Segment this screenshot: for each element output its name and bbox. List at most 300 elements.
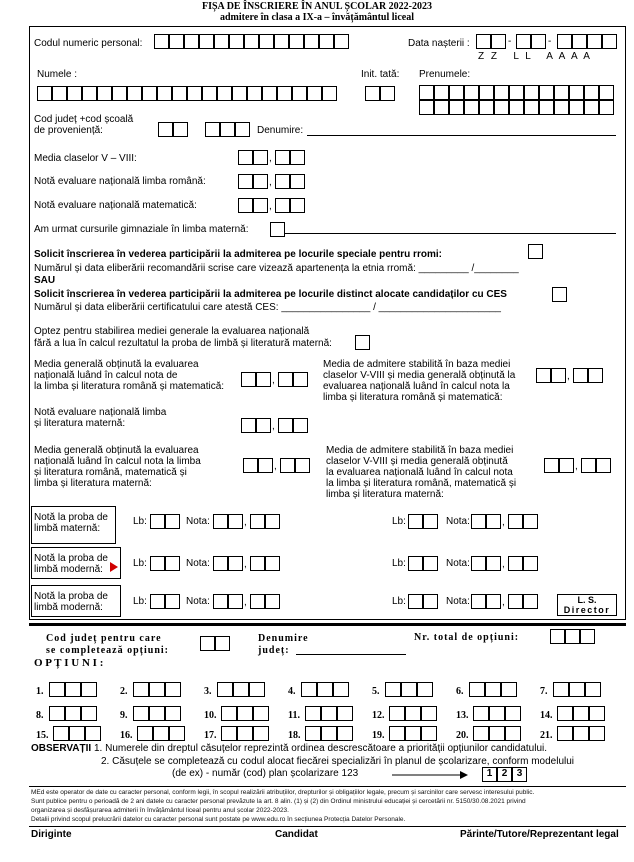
name-box-19[interactable] xyxy=(307,86,322,101)
name-box-5[interactable] xyxy=(97,86,112,101)
media-admitere-2-int-1[interactable] xyxy=(544,458,559,473)
probe-materna-grade-left-dec-2[interactable] xyxy=(265,514,280,529)
firstname-box-9[interactable] xyxy=(539,85,554,100)
cnp-box-4[interactable] xyxy=(199,34,214,49)
name-box-4[interactable] xyxy=(82,86,97,101)
name-box-9[interactable] xyxy=(157,86,172,101)
nota-romana-dec-1[interactable] xyxy=(275,174,290,189)
name-box-14[interactable] xyxy=(232,86,247,101)
option-4-box-2[interactable] xyxy=(317,682,333,697)
probe-materna-lang-left-1[interactable] xyxy=(150,514,165,529)
school-box-1[interactable] xyxy=(205,122,220,137)
probe-materna-grade-right-int-2[interactable] xyxy=(486,514,501,529)
option-number-1: 1. xyxy=(36,686,44,697)
probe-moderna2-lang-left-2[interactable] xyxy=(165,594,180,609)
observatii-2: 2. Căsuțele se completează cu codul alocat fiecărei specializări în planul de școlarizare, conform modelului xyxy=(101,756,575,767)
option-15-box-3[interactable] xyxy=(85,726,101,741)
total-box-2[interactable] xyxy=(565,629,580,644)
ls-label: L. S. xyxy=(577,595,597,605)
optez-line-1: Optez pentru stabilirea mediei generale la evaluarea națională xyxy=(34,326,310,337)
cnp-box-11[interactable] xyxy=(304,34,319,49)
birth-year-1[interactable] xyxy=(557,34,572,49)
cnp-box-12[interactable] xyxy=(319,34,334,49)
media-generala-1-int-2[interactable] xyxy=(256,372,271,387)
probe-moderna2-grade-left-dec-2[interactable] xyxy=(265,594,280,609)
option-19-box-1[interactable] xyxy=(389,726,405,741)
probe-materna-grade-right-comma: , xyxy=(502,517,505,528)
birth-year-2[interactable] xyxy=(572,34,587,49)
firstname-box-23[interactable] xyxy=(554,100,569,115)
total-box-3[interactable] xyxy=(580,629,595,644)
option-17-box-2[interactable] xyxy=(237,726,253,741)
firstname-box-14[interactable] xyxy=(419,100,434,115)
option-8-box-1[interactable] xyxy=(49,706,65,721)
gdpr-top-line xyxy=(29,786,626,787)
option-2-box-2[interactable] xyxy=(149,682,165,697)
name-box-7[interactable] xyxy=(127,86,142,101)
firstname-box-12[interactable] xyxy=(584,85,599,100)
firstname-box-4[interactable] xyxy=(464,85,479,100)
firstname-label: Prenumele: xyxy=(419,69,471,80)
media-v-viii-dec-1[interactable] xyxy=(275,150,290,165)
option-2-box-3[interactable] xyxy=(165,682,181,697)
option-13-box-3[interactable] xyxy=(505,706,521,721)
firstname-box-17[interactable] xyxy=(464,100,479,115)
name-box-1[interactable] xyxy=(37,86,52,101)
probe-moderna1-lang-left-1[interactable] xyxy=(150,556,165,571)
option-number-2: 2. xyxy=(120,686,128,697)
probe-moderna1-grade-left-int-1[interactable] xyxy=(213,556,228,571)
nota-romana-dec-2[interactable] xyxy=(290,174,305,189)
probe-materna-grade-left-int-2[interactable] xyxy=(228,514,243,529)
mg-left-line-1: Media generală obținută la evaluarea xyxy=(34,359,199,370)
optiuni-title: O P Ț I U N I : xyxy=(34,657,104,669)
gimnaziu-materna-line[interactable] xyxy=(270,233,616,234)
birth-year-3[interactable] xyxy=(587,34,602,49)
option-20-box-1[interactable] xyxy=(473,726,489,741)
option-7-box-1[interactable] xyxy=(553,682,569,697)
observatii-3: (de ex) - număr (cod) plan școlarizare 123 xyxy=(172,768,359,779)
cnp-box-5[interactable] xyxy=(214,34,229,49)
example-digit-1: 1 xyxy=(486,768,493,779)
option-14-box-3[interactable] xyxy=(589,706,605,721)
nota-romana-comma: , xyxy=(269,177,272,188)
probe-moderna2-grade-left-comma: , xyxy=(244,597,247,608)
county-box-2[interactable] xyxy=(173,122,188,137)
probe-moderna2-lb-right: Lb: xyxy=(392,596,406,607)
probe-moderna1-grade-right-dec-2[interactable] xyxy=(523,556,538,571)
ma-right-line-4: limba și literatura română și matematică: xyxy=(323,392,503,403)
nota-materna-dec-1[interactable] xyxy=(278,418,293,433)
ces-checkbox[interactable] xyxy=(552,287,567,302)
option-3-box-2[interactable] xyxy=(233,682,249,697)
firstname-box-5[interactable] xyxy=(479,85,494,100)
nota-mate-comma: , xyxy=(269,201,272,212)
option-number-11: 11. xyxy=(288,710,300,721)
option-10-box-2[interactable] xyxy=(237,706,253,721)
cnp-box-8[interactable] xyxy=(259,34,274,49)
firstname-box-13[interactable] xyxy=(599,85,614,100)
form-title: FIȘA DE ÎNSCRIERE ÎN ANUL ȘCOLAR 2022-2023 xyxy=(201,1,433,12)
option-number-12: 12. xyxy=(372,710,385,721)
observatii xyxy=(31,743,547,754)
option-6-box-2[interactable] xyxy=(485,682,501,697)
birth-month-2[interactable] xyxy=(531,34,546,49)
probe-materna-grade-right-int-1[interactable] xyxy=(471,514,486,529)
firstname-box-3[interactable] xyxy=(449,85,464,100)
probe-moderna2-lang-left-1[interactable] xyxy=(150,594,165,609)
media-admitere-1-comma: , xyxy=(567,371,570,382)
optez-checkbox[interactable] xyxy=(355,335,370,350)
cnp-box-9[interactable] xyxy=(274,34,289,49)
option-14-box-2[interactable] xyxy=(573,706,589,721)
probe-materna-nota-right: Nota: xyxy=(446,516,470,527)
mg-left2-line-1: Media generală obținută la evaluarea xyxy=(34,445,199,456)
option-number-5: 5. xyxy=(372,686,380,697)
name-box-11[interactable] xyxy=(187,86,202,101)
name-box-3[interactable] xyxy=(67,86,82,101)
probe-moderna2-lang-right-2[interactable] xyxy=(423,594,438,609)
option-10-box-1[interactable] xyxy=(221,706,237,721)
probe-materna-lang-right-2[interactable] xyxy=(423,514,438,529)
option-21-box-3[interactable] xyxy=(589,726,605,741)
option-21-box-1[interactable] xyxy=(557,726,573,741)
red-arrow-icon xyxy=(110,562,118,572)
option-13-box-1[interactable] xyxy=(473,706,489,721)
firstname-box-26[interactable] xyxy=(599,100,614,115)
gdpr-line-2: Sunt publice pentru o perioadă de 2 ani datele cu caracter personal prevăzute la art. 8 alin. (1) și (2) din Ordinul ministrului educației și cercetării nr. 5150/30.08.2021 privind xyxy=(31,798,526,805)
option-20-box-2[interactable] xyxy=(489,726,505,741)
nota-romana-int-1[interactable] xyxy=(238,174,253,189)
probe-moderna2-grade-right-int-2[interactable] xyxy=(486,594,501,609)
option-5-box-3[interactable] xyxy=(417,682,433,697)
media-admitere-2-comma: , xyxy=(575,461,578,472)
media-admitere-1-dec-1[interactable] xyxy=(573,368,588,383)
observatii-title: OBSERVAȚII xyxy=(31,743,92,754)
probe-moderna1-grade-right-int-2[interactable] xyxy=(486,556,501,571)
option-8-box-2[interactable] xyxy=(65,706,81,721)
probe-moderna2-grade-left-int-1[interactable] xyxy=(213,594,228,609)
media-v-viii-dec-2[interactable] xyxy=(290,150,305,165)
nota-materna-int-2[interactable] xyxy=(256,418,271,433)
county-box-1[interactable] xyxy=(158,122,173,137)
option-number-14: 14. xyxy=(540,710,553,721)
media-admitere-1-dec-2[interactable] xyxy=(588,368,603,383)
firstname-box-8[interactable] xyxy=(524,85,539,100)
ma-right-line-2: claselor V-VIII și media generală obținută la xyxy=(323,370,516,381)
firstname-box-6[interactable] xyxy=(494,85,509,100)
cnp-box-13[interactable] xyxy=(334,34,349,49)
cnp-box-10[interactable] xyxy=(289,34,304,49)
nota-mate-dec-1[interactable] xyxy=(275,198,290,213)
name-box-6[interactable] xyxy=(112,86,127,101)
probe-moderna1-grade-left-dec-2[interactable] xyxy=(265,556,280,571)
denumire-judet-label: Denumire xyxy=(258,633,309,644)
denumire-judet-line[interactable] xyxy=(296,654,406,655)
probe-moderna1-grade-right-int-1[interactable] xyxy=(471,556,486,571)
signature-candidat: Candidat xyxy=(275,829,318,840)
media-admitere-1-int-1[interactable] xyxy=(536,368,551,383)
option-10-box-3[interactable] xyxy=(253,706,269,721)
nota-mate-int-1[interactable] xyxy=(238,198,253,213)
birth-day-1[interactable] xyxy=(476,34,491,49)
option-17-box-3[interactable] xyxy=(253,726,269,741)
nota-romana-label: Notă evaluare națională limba română: xyxy=(34,176,206,187)
option-21-box-2[interactable] xyxy=(573,726,589,741)
probe-moderna2-grade-left-dec-1[interactable] xyxy=(250,594,265,609)
cnp-box-6[interactable] xyxy=(229,34,244,49)
school-name-label: Denumire: xyxy=(257,125,304,136)
name-box-10[interactable] xyxy=(172,86,187,101)
probe-moderna1-grade-left-comma: , xyxy=(244,559,247,570)
name-box-16[interactable] xyxy=(262,86,277,101)
option-number-13: 13. xyxy=(456,710,469,721)
option-19-box-3[interactable] xyxy=(421,726,437,741)
option-1-box-1[interactable] xyxy=(49,682,65,697)
option-5-box-1[interactable] xyxy=(385,682,401,697)
cnp-box-2[interactable] xyxy=(169,34,184,49)
media-admitere-2-dec-1[interactable] xyxy=(581,458,596,473)
option-16-box-3[interactable] xyxy=(169,726,185,741)
sau-label: SAU xyxy=(34,275,56,286)
probe-moderna1-grade-left-int-2[interactable] xyxy=(228,556,243,571)
school-box-2[interactable] xyxy=(220,122,235,137)
firstname-box-25[interactable] xyxy=(584,100,599,115)
name-box-8[interactable] xyxy=(142,86,157,101)
ma-right-line-3: evaluarea națională luând în calcul nota la xyxy=(323,381,510,392)
option-17-box-1[interactable] xyxy=(221,726,237,741)
option-9-box-3[interactable] xyxy=(165,706,181,721)
option-12-box-1[interactable] xyxy=(389,706,405,721)
media-admitere-2-dec-2[interactable] xyxy=(596,458,611,473)
option-11-box-2[interactable] xyxy=(321,706,337,721)
rromi-detail: Numărul și data eliberării recomandării scrise care vizează apartenența la etnia rromă: _________ /________ xyxy=(34,263,519,274)
firstname-box-21[interactable] xyxy=(524,100,539,115)
nota-mate-label: Notă evaluare națională matematică: xyxy=(34,200,197,211)
birth-dash-2: - xyxy=(548,36,552,47)
firstname-box-15[interactable] xyxy=(434,100,449,115)
ma-right2-line-5: limba și literatura maternă: xyxy=(326,489,444,500)
probe-moderna1-lang-right-1[interactable] xyxy=(408,556,423,571)
name-box-2[interactable] xyxy=(52,86,67,101)
father-box-2[interactable] xyxy=(380,86,395,101)
firstname-box-24[interactable] xyxy=(569,100,584,115)
option-13-box-2[interactable] xyxy=(489,706,505,721)
probe-moderna1-lang-left-2[interactable] xyxy=(165,556,180,571)
birth-month-1[interactable] xyxy=(516,34,531,49)
option-3-box-3[interactable] xyxy=(249,682,265,697)
probe-materna-grade-right-dec-2[interactable] xyxy=(523,514,538,529)
nota-mat-line-2: și literatura maternă: xyxy=(34,418,126,429)
probe-moderna1-grade-right-dec-1[interactable] xyxy=(508,556,523,571)
probe-moderna2-nota-right: Nota: xyxy=(446,596,470,607)
media-admitere-2-int-2[interactable] xyxy=(559,458,574,473)
media-v-viii-comma: , xyxy=(269,153,272,164)
cod-judet-label-2: se completează opțiuni: xyxy=(46,645,169,656)
denumire-judet-label-2: județ: xyxy=(258,645,290,656)
option-1-box-3[interactable] xyxy=(81,682,97,697)
option-4-box-3[interactable] xyxy=(333,682,349,697)
probe-materna-grade-right-dec-1[interactable] xyxy=(508,514,523,529)
option-9-box-1[interactable] xyxy=(133,706,149,721)
probe-moderna1-label-1: Notă la proba de xyxy=(34,553,108,564)
probe-moderna2-lang-right-1[interactable] xyxy=(408,594,423,609)
cod-judet-label: Cod județ pentru care xyxy=(46,633,162,644)
option-15-box-1[interactable] xyxy=(53,726,69,741)
option-number-9: 9. xyxy=(120,710,128,721)
ma-right2-line-1: Media de admitere stabilită în baza mediei xyxy=(326,445,514,456)
option-number-17: 17. xyxy=(204,730,217,741)
option-12-box-3[interactable] xyxy=(421,706,437,721)
school-box-3[interactable] xyxy=(235,122,250,137)
birth-year-4[interactable] xyxy=(602,34,617,49)
media-generala-2-comma: , xyxy=(274,461,277,472)
probe-moderna1-lb-left: Lb: xyxy=(133,558,147,569)
probe-moderna1-lb-right: Lb: xyxy=(392,558,406,569)
option-11-box-1[interactable] xyxy=(305,706,321,721)
name-box-13[interactable] xyxy=(217,86,232,101)
arrow-right-icon xyxy=(392,771,468,779)
option-number-16: 16. xyxy=(120,730,133,741)
cod-judet-box-1[interactable] xyxy=(200,636,215,651)
option-7-box-3[interactable] xyxy=(585,682,601,697)
probe-moderna2-grade-right-int-1[interactable] xyxy=(471,594,486,609)
mg-left2-line-4: limba și literatura maternă: xyxy=(34,478,152,489)
firstname-box-18[interactable] xyxy=(479,100,494,115)
probe-moderna2-nota-left: Nota: xyxy=(186,596,210,607)
firstname-box-1[interactable] xyxy=(419,85,434,100)
option-number-3: 3. xyxy=(204,686,212,697)
probe-moderna1-grade-left-dec-1[interactable] xyxy=(250,556,265,571)
example-digit-2: 2 xyxy=(501,768,508,779)
cnp-box-7[interactable] xyxy=(244,34,259,49)
birth-day-2[interactable] xyxy=(491,34,506,49)
media-generala-2-int-2[interactable] xyxy=(258,458,273,473)
option-2-box-1[interactable] xyxy=(133,682,149,697)
option-12-box-2[interactable] xyxy=(405,706,421,721)
option-14-box-1[interactable] xyxy=(557,706,573,721)
father-box-1[interactable] xyxy=(365,86,380,101)
gdpr-bottom-line xyxy=(29,826,626,827)
cod-judet-box-2[interactable] xyxy=(215,636,230,651)
probe-moderna2-grade-right-dec-2[interactable] xyxy=(523,594,538,609)
option-9-box-2[interactable] xyxy=(149,706,165,721)
firstname-box-22[interactable] xyxy=(539,100,554,115)
option-15-box-2[interactable] xyxy=(69,726,85,741)
name-box-12[interactable] xyxy=(202,86,217,101)
probe-materna-lang-left-2[interactable] xyxy=(165,514,180,529)
nota-mate-int-2[interactable] xyxy=(253,198,268,213)
media-generala-1-int-1[interactable] xyxy=(241,372,256,387)
probe-materna-grade-left-int-1[interactable] xyxy=(213,514,228,529)
probe-moderna2-grade-right-dec-1[interactable] xyxy=(508,594,523,609)
firstname-box-10[interactable] xyxy=(554,85,569,100)
mg-left2-line-2: națională luând în calcul nota la limba xyxy=(34,456,201,467)
media-generala-2-int-1[interactable] xyxy=(243,458,258,473)
ma-right2-line-4: la limba și literatura română, matematică și xyxy=(326,478,517,489)
nota-materna-int-1[interactable] xyxy=(241,418,256,433)
option-7-box-2[interactable] xyxy=(569,682,585,697)
probe-materna-nota-left: Nota: xyxy=(186,516,210,527)
name-box-17[interactable] xyxy=(277,86,292,101)
option-20-box-3[interactable] xyxy=(505,726,521,741)
probe-materna-lang-right-1[interactable] xyxy=(408,514,423,529)
media-generala-2-dec-1[interactable] xyxy=(280,458,295,473)
nota-romana-int-2[interactable] xyxy=(253,174,268,189)
option-6-box-3[interactable] xyxy=(501,682,517,697)
probe-moderna2-grade-left-int-2[interactable] xyxy=(228,594,243,609)
media-generala-1-dec-2[interactable] xyxy=(293,372,308,387)
school-name-line[interactable] xyxy=(307,135,616,136)
cnp-box-3[interactable] xyxy=(184,34,199,49)
firstname-box-20[interactable] xyxy=(509,100,524,115)
optez-line-2: fără a lua în calcul rezultatul la proba de limbă și literatură maternă: xyxy=(34,338,332,349)
probe-moderna1-grade-right-comma: , xyxy=(502,559,505,570)
ma-right-line-1: Media de admitere stabilită în baza mediei xyxy=(323,359,511,370)
option-11-box-3[interactable] xyxy=(337,706,353,721)
probe-moderna1-nota-left: Nota: xyxy=(186,558,210,569)
firstname-box-11[interactable] xyxy=(569,85,584,100)
probe-materna-grade-left-comma: , xyxy=(244,517,247,528)
firstname-box-16[interactable] xyxy=(449,100,464,115)
option-number-20: 20. xyxy=(456,730,469,741)
option-5-box-2[interactable] xyxy=(401,682,417,697)
total-box-1[interactable] xyxy=(550,629,565,644)
option-19-box-2[interactable] xyxy=(405,726,421,741)
option-16-box-2[interactable] xyxy=(153,726,169,741)
rromi-title: Solicit înscrierea în vederea participării la admiterea pe locurile speciale pentru rromi: xyxy=(34,249,442,260)
ma-right2-line-2: claselor V-VIII și media generală obținută xyxy=(326,456,508,467)
name-box-20[interactable] xyxy=(322,86,337,101)
name-box-15[interactable] xyxy=(247,86,262,101)
probe-moderna1-nota-right: Nota: xyxy=(446,558,470,569)
probe-materna-grade-left-dec-1[interactable] xyxy=(250,514,265,529)
option-18-box-1[interactable] xyxy=(305,726,321,741)
name-box-18[interactable] xyxy=(292,86,307,101)
probe-moderna1-label-2: limbă modernă: xyxy=(34,564,103,575)
option-3-box-1[interactable] xyxy=(217,682,233,697)
option-1-box-2[interactable] xyxy=(65,682,81,697)
option-8-box-3[interactable] xyxy=(81,706,97,721)
section-separator xyxy=(29,623,626,626)
media-admitere-1-int-2[interactable] xyxy=(551,368,566,383)
media-v-viii-int-2[interactable] xyxy=(253,150,268,165)
probe-moderna1-lang-right-2[interactable] xyxy=(423,556,438,571)
nota-mate-dec-2[interactable] xyxy=(290,198,305,213)
media-generala-2-dec-2[interactable] xyxy=(295,458,310,473)
option-16-box-1[interactable] xyxy=(137,726,153,741)
firstname-box-19[interactable] xyxy=(494,100,509,115)
option-number-8: 8. xyxy=(36,710,44,721)
option-18-box-3[interactable] xyxy=(337,726,353,741)
cnp-box-1[interactable] xyxy=(154,34,169,49)
nota-materna-dec-2[interactable] xyxy=(293,418,308,433)
rromi-checkbox[interactable] xyxy=(528,244,543,259)
option-6-box-1[interactable] xyxy=(469,682,485,697)
media-v-viii-int-1[interactable] xyxy=(238,150,253,165)
probe-materna-label-2: limbă maternă: xyxy=(34,523,101,534)
total-optiuni-label: Nr. total de opțiuni: xyxy=(414,632,520,643)
media-generala-1-dec-1[interactable] xyxy=(278,372,293,387)
media-generala-1-comma: , xyxy=(272,375,275,386)
option-4-box-1[interactable] xyxy=(301,682,317,697)
firstname-box-2[interactable] xyxy=(434,85,449,100)
probe-materna-label-1: Notă la proba de xyxy=(34,512,108,523)
birth-dash-1: - xyxy=(508,36,512,47)
firstname-box-7[interactable] xyxy=(509,85,524,100)
gimnaziu-box[interactable] xyxy=(270,222,285,237)
option-18-box-2[interactable] xyxy=(321,726,337,741)
